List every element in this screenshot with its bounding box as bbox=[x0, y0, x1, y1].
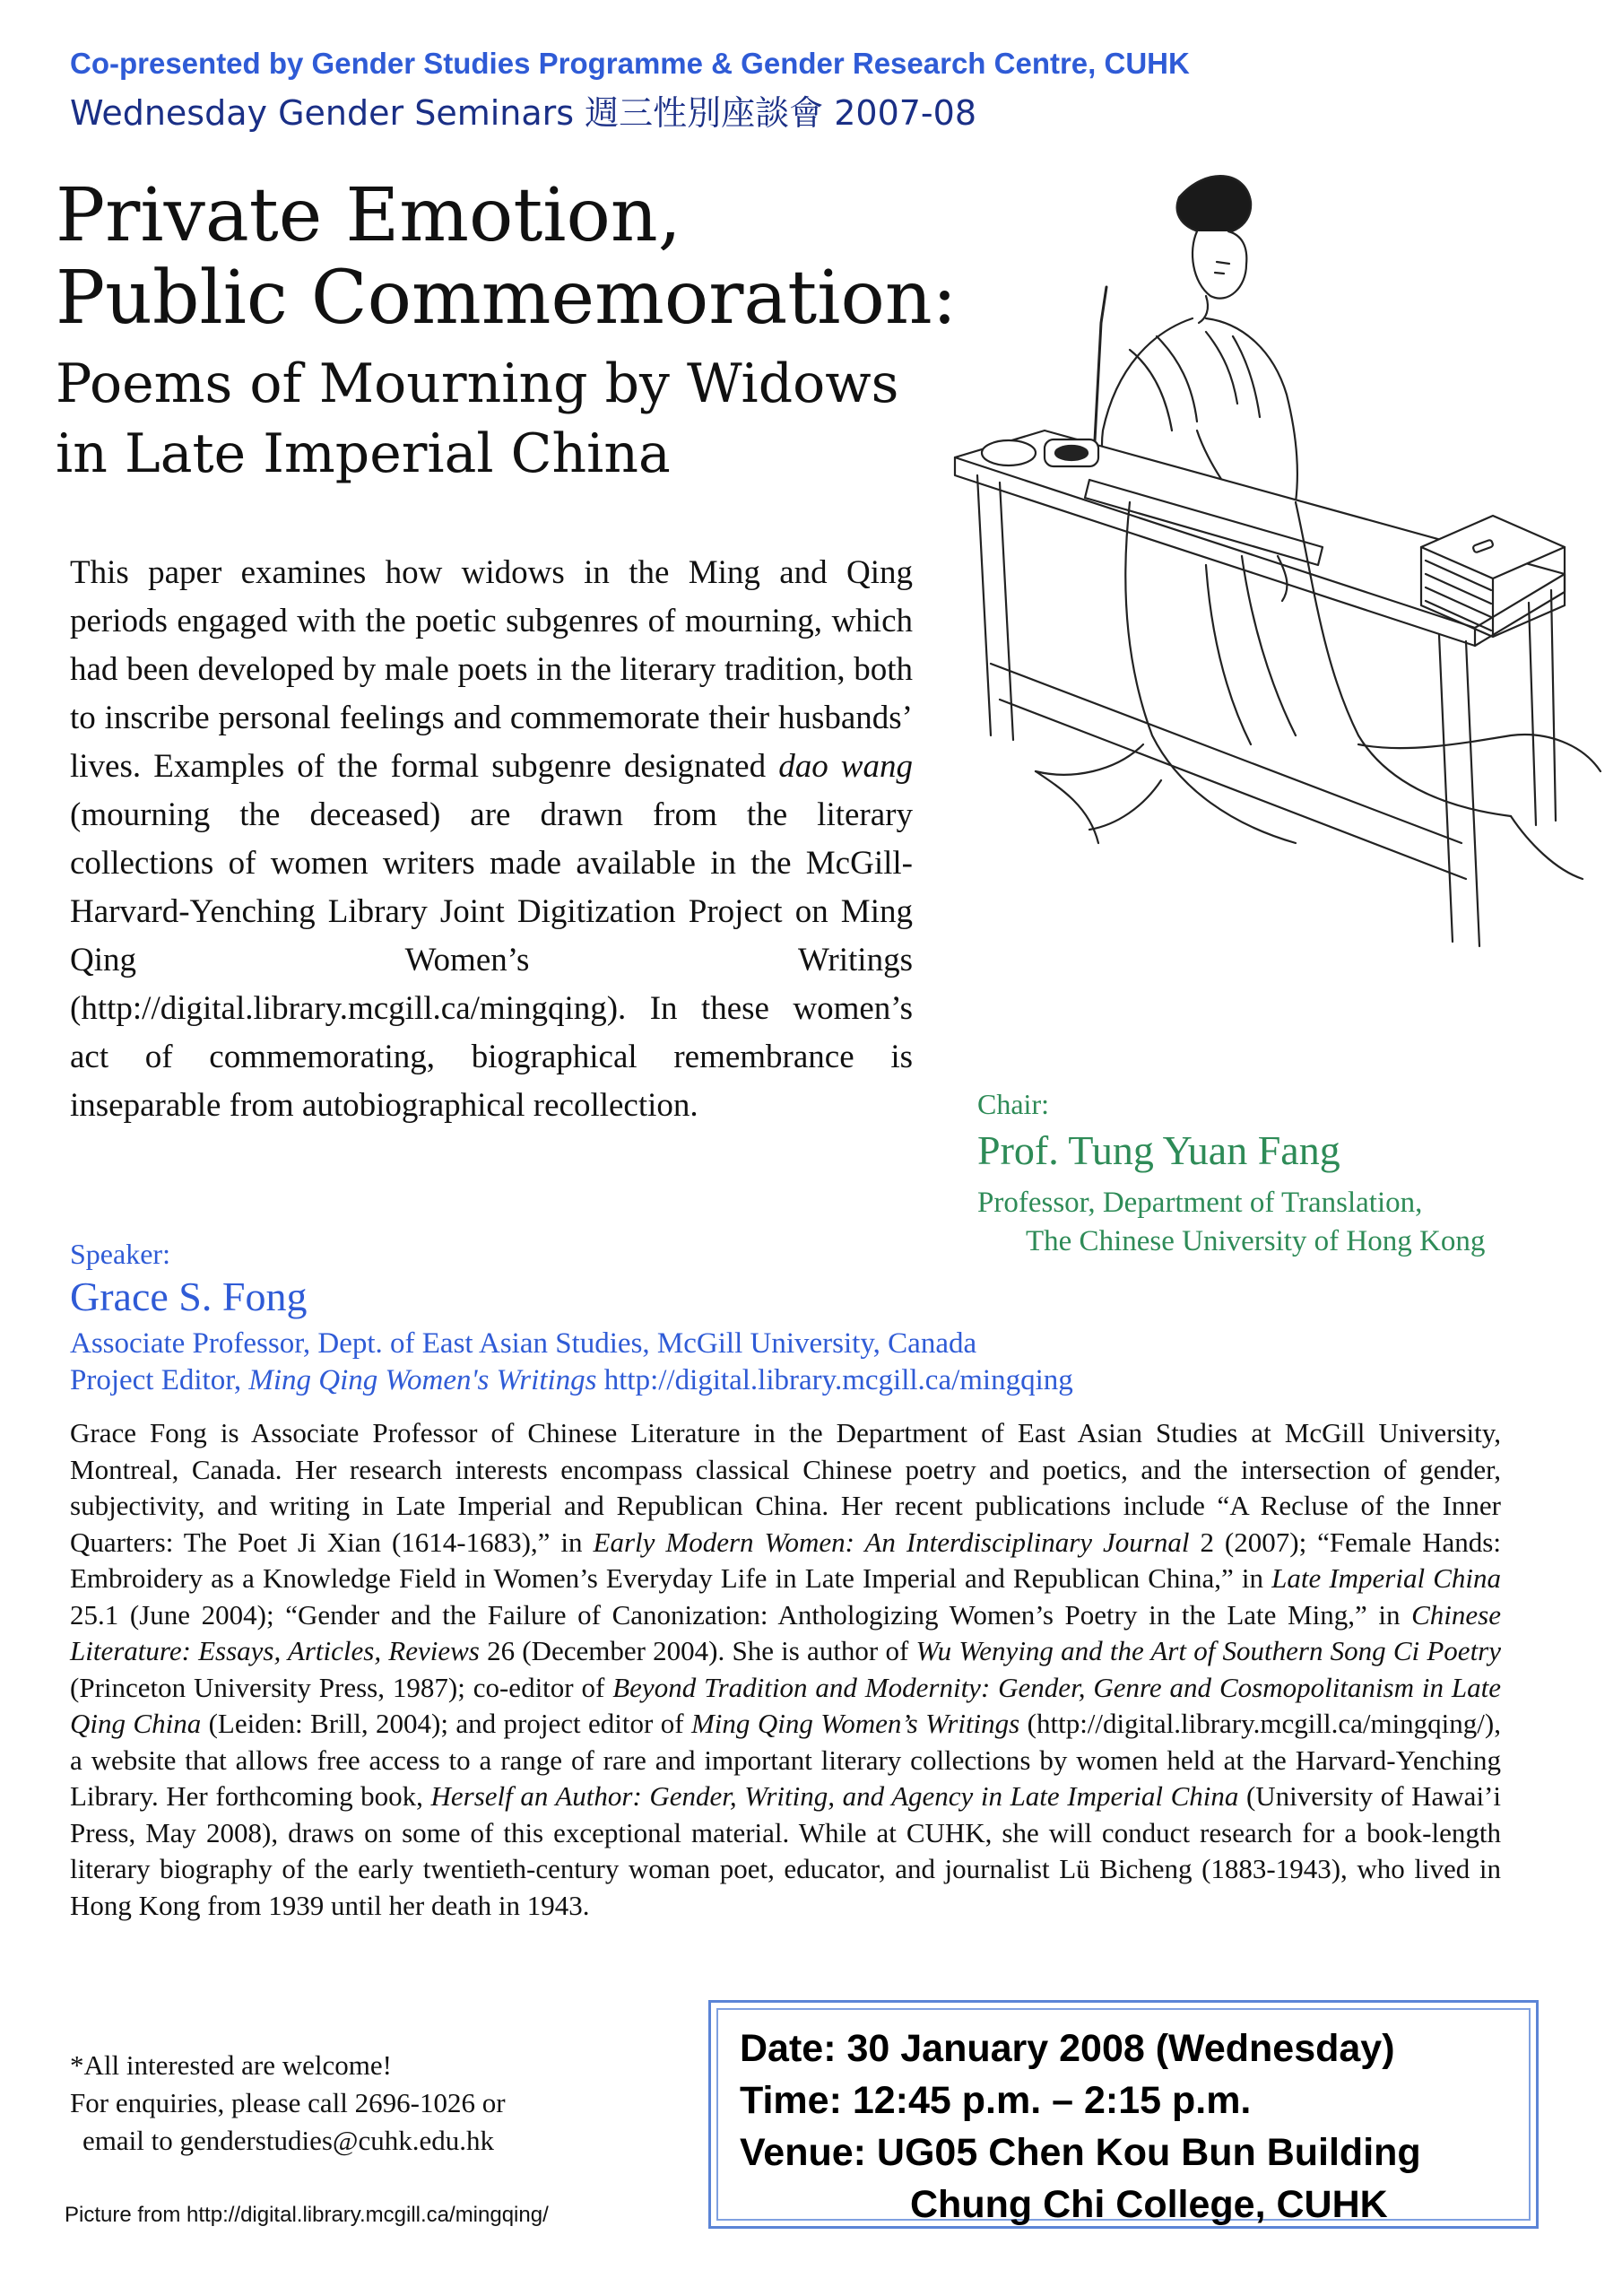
event-details-inner bbox=[716, 2008, 1531, 2226]
speaker-project-title: Ming Qing Women's Writings bbox=[248, 1364, 597, 1396]
bio-italic-2: Late Imperial China bbox=[1271, 1562, 1501, 1594]
title-line-1: Private Emotion, bbox=[56, 173, 681, 258]
bio-italic-1: Early Modern Women: An Interdisciplinary Journal bbox=[593, 1526, 1190, 1558]
speaker-name: Grace S. Fong bbox=[70, 1274, 308, 1319]
bio-text-5: (Princeton University Press, 1987); co-editor of bbox=[70, 1671, 613, 1703]
event-details-box bbox=[708, 2000, 1539, 2229]
bio-italic-3: Chinese Literature: Essays, Articles, Reviews bbox=[70, 1598, 1501, 1666]
bio-text-8: (University of Hawai’i Press, May 2008), draws on some of this exceptional material. While at CUHK, she will conduct research for a book-length literary biography of the early twentieth-century woman poet, educator, and journalist Lü Bicheng (1883-1943), who lived in Hong Kong from 1939 until her death in 1943. bbox=[70, 1780, 1501, 1921]
bio-text-7: (http://digital.library.mcgill.ca/mingqing/), a website that allows free access to a range of rare and important literary collections by women held at the Harvard-Yenching Library. Her forthcoming book, bbox=[70, 1708, 1501, 1812]
chair-position-2: The Chinese University of Hong Kong bbox=[1026, 1225, 1486, 1257]
copresenter-line: Co-presented by Gender Studies Programme & Gender Research Centre, CUHK bbox=[70, 47, 1190, 80]
speaker-position-2 bbox=[70, 1364, 1540, 1397]
bio-italic-5: Beyond Tradition and Modernity: Gender, Genre and Cosmopolitanism in Late Qing China bbox=[70, 1671, 1501, 1739]
title-line-2: Public Commemoration: bbox=[56, 255, 958, 341]
welcome-note: *All interested are welcome! bbox=[70, 2049, 392, 2081]
abstract-term: dao wang bbox=[778, 748, 913, 785]
chair-label: Chair: bbox=[977, 1088, 1049, 1120]
enquiry-phone: For enquiries, please call 2696-1026 or bbox=[70, 2087, 506, 2118]
bio-text-4: 26 (December 2004). She is author of bbox=[479, 1635, 916, 1666]
seminar-series-title: Wednesday Gender Seminars 週三性別座談會 2007-08 bbox=[70, 93, 976, 133]
bio-text-2: 2 (2007); “Female Hands: Embroidery as a Knowledge Field in Women’s Everyday Life in Late Imperial and Republican China,” in bbox=[70, 1526, 1501, 1594]
event-venue: Venue: UG05 Chen Kou Bun Building bbox=[740, 2131, 1421, 2174]
speaker-bio bbox=[70, 1415, 1501, 1924]
chair-block bbox=[977, 1088, 1605, 1258]
speaker-project-url[interactable]: http://digital.library.mcgill.ca/mingqing bbox=[596, 1364, 1073, 1396]
abstract-paragraph bbox=[70, 549, 913, 1130]
abstract-text-1: This paper examines how widows in the Ming and Qing periods engaged with the poetic subgenres of mourning, which had been developed by male poets in the literary tradition, both to inscribe personal feelings and commemorate their husbands’ lives. Examples of the formal subgenre designated bbox=[70, 554, 913, 785]
speaker-position-2-prefix: Project Editor, bbox=[70, 1364, 249, 1396]
event-time: Time: 12:45 p.m. – 2:15 p.m. bbox=[740, 2079, 1252, 2122]
bio-text-3: 25.1 (June 2004); “Gender and the Failure of Canonization: Anthologizing Women’s Poetry in the Late Ming,” in bbox=[70, 1598, 1412, 1631]
talk-title bbox=[56, 175, 1006, 489]
woman-writing-at-desk-illustration bbox=[937, 161, 1618, 969]
subtitle-line-1: Poems of Mourning by Widows bbox=[56, 352, 899, 415]
bio-text-1: Grace Fong is Associate Professor of Chinese Literature in the Department of East Asian Studies at McGill University, Montreal, Canada. Her research interests encompass classical Chinese poetry and poetics, and the intersection of gender, subjectivity, and writing in Late Imperial and Republican China. Her recent publications include “A Recluse of the Inner Quarters: The Poet Ji Xian (1614-1683),” in bbox=[70, 1417, 1501, 1558]
speaker-label: Speaker: bbox=[70, 1238, 170, 1270]
speaker-position-1: Associate Professor, Dept. of East Asian Studies, McGill University, Canada bbox=[70, 1327, 977, 1360]
subtitle-line-2: in Late Imperial China bbox=[56, 422, 671, 485]
bio-italic-6: Ming Qing Women’s Writings bbox=[690, 1708, 1020, 1739]
bio-italic-4: Wu Wenying and the Art of Southern Song Ci Poetry bbox=[915, 1635, 1502, 1666]
enquiry-block bbox=[70, 2047, 608, 2160]
speaker-block bbox=[70, 1238, 1540, 1397]
event-date: Date: 30 January 2008 (Wednesday) bbox=[740, 2027, 1395, 2070]
picture-credit: Picture from http://digital.library.mcgill.ca/mingqing/ bbox=[65, 2203, 549, 2227]
chair-position-1: Professor, Department of Translation, bbox=[977, 1187, 1423, 1219]
bio-text-6: (Leiden: Brill, 2004); and project editor of bbox=[201, 1708, 691, 1739]
event-venue-line-2: Chung Chi College, CUHK bbox=[910, 2183, 1388, 2226]
bio-italic-7: Herself an Author: Gender, Writing, and Agency in Late Imperial China bbox=[430, 1780, 1239, 1812]
abstract-text-2: (mourning the deceased) are drawn from the literary collections of women writers made available in the McGill-Harvard-Yenching Library Joint Digitization Project on Ming Qing Women’s Writings (http://digital.library.mcgill.ca/mingqing). In these women’s act of commemorating, biographical remembrance is inseparable from autobiographical recollection. bbox=[70, 796, 913, 1124]
enquiry-email[interactable]: email to genderstudies@cuhk.edu.hk bbox=[82, 2125, 494, 2156]
chair-name: Prof. Tung Yuan Fang bbox=[977, 1127, 1340, 1173]
